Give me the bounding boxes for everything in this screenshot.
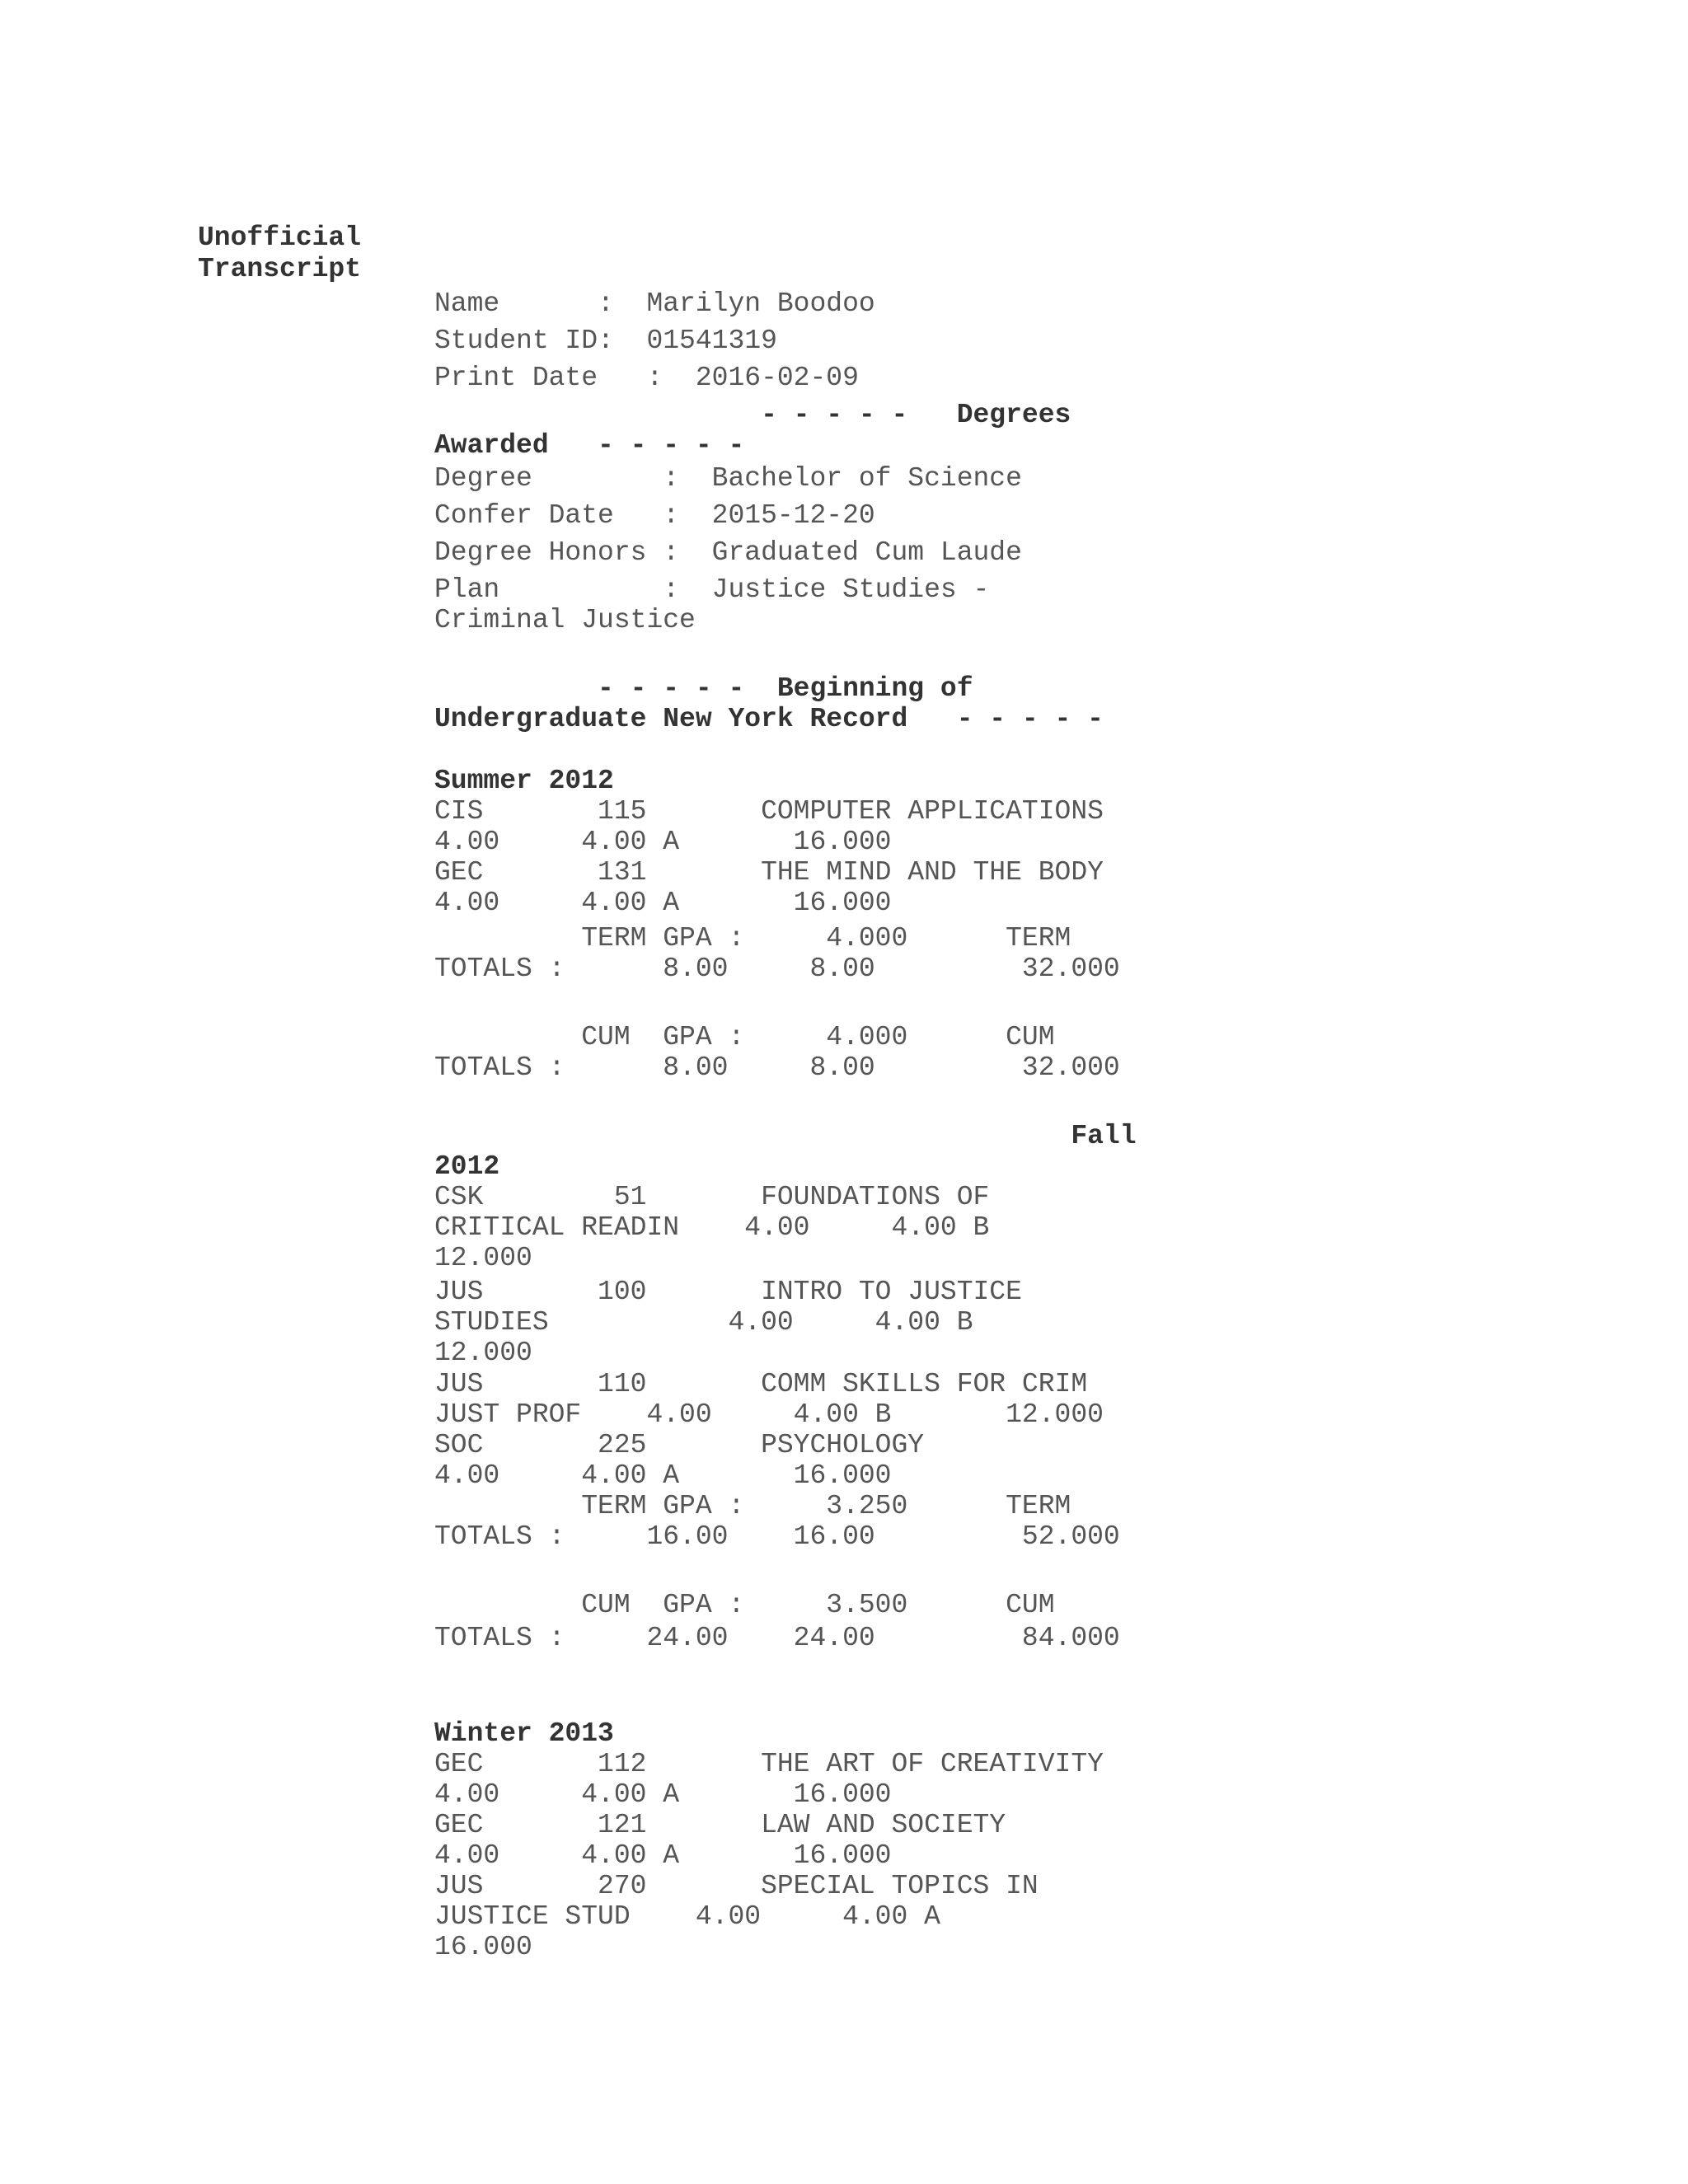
section-heading-line: Winter 2013: [434, 1718, 614, 1749]
heading-line-transcript: Transcript: [198, 254, 362, 284]
transcript-line: 4.00 4.00 A 16.000: [434, 827, 892, 857]
transcript-line: TERM GPA : 3.250 TERM: [434, 1491, 1071, 1521]
transcript-line: SOC 225 PSYCHOLOGY: [434, 1430, 925, 1460]
transcript-line: Degree : Bachelor of Science: [434, 463, 1022, 494]
section-heading-line: - - - - - Beginning of: [434, 673, 973, 704]
transcript-line: JUSTICE STUD 4.00 4.00 A: [434, 1901, 940, 1932]
transcript-line: Confer Date : 2015-12-20: [434, 500, 875, 531]
transcript-line: GEC 131 THE MIND AND THE BODY: [434, 857, 1104, 888]
transcript-line: CSK 51 FOUNDATIONS OF: [434, 1182, 990, 1212]
transcript-line: CUM GPA : 3.500 CUM: [434, 1590, 1055, 1620]
transcript-line: GEC 112 THE ART OF CREATIVITY: [434, 1749, 1104, 1779]
transcript-line: TOTALS : 8.00 8.00 32.000: [434, 1052, 1120, 1083]
transcript-line: JUS 100 INTRO TO JUSTICE: [434, 1277, 1022, 1307]
transcript-line: Print Date : 2016-02-09: [434, 363, 859, 393]
transcript-line: Degree Honors : Graduated Cum Laude: [434, 537, 1022, 568]
transcript-line: STUDIES 4.00 4.00 B: [434, 1307, 973, 1338]
transcript-line: TOTALS : 8.00 8.00 32.000: [434, 954, 1120, 984]
transcript-line: 4.00 4.00 A 16.000: [434, 1779, 892, 1810]
section-heading-line: Fall: [434, 1121, 1137, 1151]
section-heading-line: Summer 2012: [434, 766, 614, 796]
transcript-line: Student ID: 01541319: [434, 326, 777, 356]
heading-line-unofficial: Unofficial: [198, 223, 362, 253]
transcript-line: Plan : Justice Studies -: [434, 574, 990, 605]
section-heading-line: Awarded - - - - -: [434, 430, 745, 461]
transcript-line: 12.000: [434, 1243, 532, 1273]
transcript-line: 4.00 4.00 A 16.000: [434, 1840, 892, 1871]
transcript-line: 4.00 4.00 A 16.000: [434, 888, 892, 918]
transcript-line: TERM GPA : 4.000 TERM: [434, 923, 1071, 954]
transcript-line: JUST PROF 4.00 4.00 B 12.000: [434, 1399, 1104, 1430]
transcript-line: TOTALS : 24.00 24.00 84.000: [434, 1623, 1120, 1653]
transcript-line: JUS 270 SPECIAL TOPICS IN: [434, 1871, 1039, 1901]
transcript-line: Criminal Justice: [434, 605, 696, 635]
transcript-line: JUS 110 COMM SKILLS FOR CRIM: [434, 1369, 1088, 1399]
transcript-line: CIS 115 COMPUTER APPLICATIONS: [434, 796, 1104, 827]
transcript-line: GEC 121 LAW AND SOCIETY: [434, 1810, 1006, 1840]
transcript-line: CUM GPA : 4.000 CUM: [434, 1022, 1055, 1052]
section-heading-line: 2012: [434, 1151, 500, 1182]
transcript-line: Name : Marilyn Boodoo: [434, 288, 875, 319]
transcript-line: 16.000: [434, 1932, 532, 1962]
transcript-line: 12.000: [434, 1338, 532, 1368]
transcript-line: CRITICAL READIN 4.00 4.00 B: [434, 1212, 990, 1243]
transcript-line: 4.00 4.00 A 16.000: [434, 1460, 892, 1491]
document-heading: [198, 223, 361, 285]
section-heading-line: - - - - - Degrees: [434, 400, 1071, 430]
section-heading-line: Undergraduate New York Record - - - - -: [434, 704, 1104, 734]
transcript-line: TOTALS : 16.00 16.00 52.000: [434, 1521, 1120, 1552]
